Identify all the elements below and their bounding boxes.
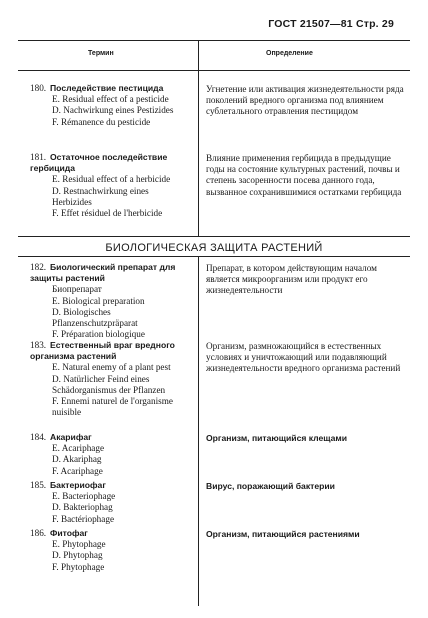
column-divider-top	[198, 40, 199, 236]
term-entry-182	[30, 262, 190, 340]
term-entry-181	[30, 152, 190, 219]
term-number: 180.	[30, 83, 47, 93]
column-header-term: Термин	[88, 50, 114, 57]
term-entry-184	[30, 432, 190, 477]
term-number: 182.	[30, 262, 47, 272]
term-synonym: Биопрепарат	[52, 284, 102, 295]
term-russian: Бактериофаг	[50, 480, 106, 490]
definition-184: Организм, питающийся клещами	[206, 433, 348, 443]
definition-186: Организм, питающийся растениями	[206, 529, 360, 539]
term-french: F. Bactériophage	[52, 513, 115, 524]
term-russian: Последействие пестицида	[50, 83, 164, 93]
term-entry-185	[30, 480, 190, 525]
column-divider-bottom	[198, 256, 199, 606]
term-entry-186	[30, 528, 190, 573]
table-top-rule	[18, 40, 410, 41]
term-english: E. Residual effect of a herbicide	[52, 174, 171, 185]
term-german: D. Phytophag	[52, 550, 103, 561]
term-english: E. Residual effect of a pesticide	[52, 94, 169, 105]
term-german: D. Akariphag	[52, 454, 102, 465]
term-french: F. Effet résiduel de l'herbicide	[52, 208, 163, 219]
term-russian: Фитофаг	[50, 528, 88, 538]
term-french: F. Phytophage	[52, 561, 105, 572]
term-russian: Остаточное последействие гербицида	[30, 152, 168, 174]
definition-180: Угнетение или активация жизнедеятельности ряда поколений вредного организма под влиянием сублетального отравления пестицидом	[206, 84, 404, 117]
term-russian: Биологический препарат для защиты растений	[30, 262, 176, 284]
term-german: D. Restnachwirkung eines Herbizides	[52, 185, 149, 207]
term-number: 186.	[30, 528, 47, 538]
term-german: D. Natürlicher Feind eines Schädorganismus der Pflanzen	[52, 373, 166, 395]
term-entry-180	[30, 83, 190, 128]
term-german: D. Nachwirkung eines Pestizides	[52, 105, 174, 116]
term-russian: Акарифаг	[50, 432, 92, 442]
section-title: БИОЛОГИЧЕСКАЯ ЗАЩИТА РАСТЕНИЙ	[105, 242, 323, 254]
table-header-rule	[18, 70, 410, 71]
term-number: 185.	[30, 480, 47, 490]
term-entry-183	[30, 340, 190, 418]
definition-182: Препарат, в котором действующим началом является микроорганизм или продукт его жизнедеятельности	[206, 263, 377, 296]
term-german: D. Biologisches Pflanzenschutzpräparat	[52, 306, 138, 329]
definition-185: Вирус, поражающий бактерии	[206, 481, 335, 491]
term-french: F. Préparation biologique	[52, 329, 145, 340]
definition-183: Организм, размножающийся в естественных условиях и уничтожающий или подавляющий жизнедеятельности вредного организма растений	[206, 341, 401, 374]
definition-181: Влияние применения гербицида в предыдущие годы на состояние культурных растений, почвы и степень засоренности посева данного года, вызванное сохранившимися остатками гербицида	[206, 153, 402, 197]
term-english: E. Acariphage	[52, 443, 105, 454]
term-english: E. Bacteriophage	[52, 491, 116, 502]
term-number: 183.	[30, 340, 47, 350]
term-english: E. Natural enemy of a plant pest	[52, 362, 171, 373]
term-english: E. Biological preparation	[52, 295, 145, 306]
column-header-definition: Определение	[266, 50, 313, 57]
term-russian: Естественный враг вредного организма растений	[30, 340, 175, 362]
table-section-rule-bottom	[18, 256, 410, 257]
term-number: 184.	[30, 432, 47, 442]
term-english: E. Phytophage	[52, 539, 106, 550]
page-header: ГОСТ 21507—81 Стр. 29	[268, 18, 394, 30]
term-french: F. Rémanence du pesticide	[52, 116, 151, 127]
term-number: 181.	[30, 152, 47, 162]
term-french: F. Acariphage	[52, 465, 103, 476]
table-section-rule-top	[18, 236, 410, 237]
term-french: F. Ennemi naturel de l'organisme nuisible	[52, 396, 173, 418]
term-german: D. Bakteriophag	[52, 502, 113, 513]
